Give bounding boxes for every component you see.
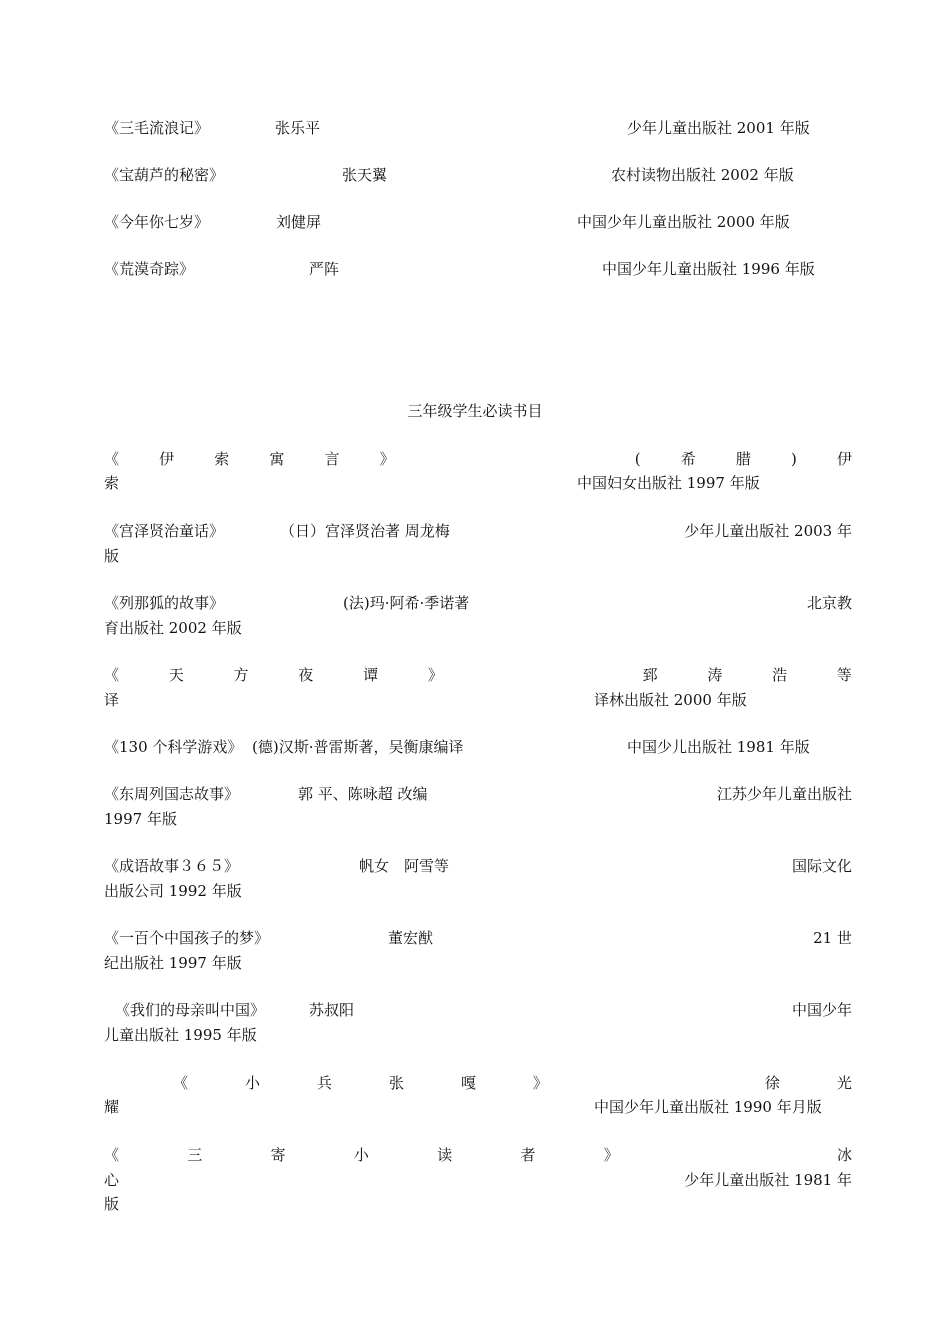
- book-author: 郭 平、陈咏超 改编: [298, 785, 428, 803]
- glyph: ): [790, 450, 797, 468]
- book-publisher: 少年儿童出版社 2001 年版: [627, 119, 810, 137]
- justified-line: [173, 1073, 852, 1093]
- glyph: 浩: [772, 666, 788, 684]
- book-title: 《130 个科学游戏》: [104, 738, 243, 756]
- glyph: 郅: [642, 666, 658, 684]
- book-publisher: 少年儿童出版社 2003 年: [684, 522, 852, 540]
- section-title: 三年级学生必读书目: [407, 402, 543, 420]
- book-author: 张乐平: [275, 119, 321, 137]
- line-continuation: 译: [104, 691, 120, 709]
- book-publisher: 江苏少年儿童出版社: [716, 785, 852, 803]
- book-publisher: 中国少年儿童出版社 1996 年版: [602, 260, 815, 278]
- glyph: 》: [379, 450, 395, 468]
- book-title: 《宫泽贤治童话》: [104, 522, 225, 540]
- line-continuation: 心: [104, 1171, 120, 1189]
- glyph: 寄: [270, 1146, 286, 1164]
- glyph: 者: [520, 1146, 536, 1164]
- book-title: 《成语故事３６５》: [104, 857, 240, 875]
- glyph: 冰: [836, 1146, 852, 1164]
- book-author: (德)汉斯·普雷斯著，吴衡康编译: [252, 738, 464, 756]
- glyph: 徐: [764, 1074, 780, 1092]
- glyph: 》: [532, 1074, 548, 1092]
- glyph: 小: [244, 1074, 260, 1092]
- glyph: 《: [173, 1074, 189, 1092]
- book-publisher-cont: 版: [104, 547, 120, 565]
- book-publisher: 国际文化: [791, 857, 852, 875]
- book-publisher: 译林出版社 2000 年版: [594, 691, 747, 709]
- line-continuation: 耀: [104, 1098, 120, 1116]
- glyph: 言: [324, 450, 340, 468]
- book-author: (法)玛·阿希·季诺著: [343, 594, 470, 612]
- glyph: 索: [214, 450, 230, 468]
- book-title: 《荒漠奇踪》: [104, 260, 195, 278]
- glyph: 张: [388, 1074, 404, 1092]
- glyph: 等: [836, 666, 852, 684]
- glyph: 谭: [363, 666, 379, 684]
- book-author: 刘健屏: [276, 213, 322, 231]
- glyph: 腊: [735, 450, 751, 468]
- glyph: 天: [168, 666, 184, 684]
- book-publisher-cont: 纪出版社 1997 年版: [104, 954, 242, 972]
- book-publisher-cont: 版: [104, 1195, 120, 1213]
- book-publisher: 中国少儿出版社 1981 年版: [627, 738, 810, 756]
- glyph: 伊: [836, 450, 852, 468]
- book-publisher: 中国少年: [791, 1001, 852, 1019]
- glyph: 《: [104, 666, 120, 684]
- glyph: 》: [603, 1146, 619, 1164]
- glyph: 》: [427, 666, 443, 684]
- book-title: 《一百个中国孩子的梦》: [104, 929, 270, 947]
- glyph: 光: [836, 1074, 852, 1092]
- glyph: 希: [680, 450, 696, 468]
- line-continuation: 索: [104, 474, 120, 492]
- book-title: 《列那狐的故事》: [104, 594, 225, 612]
- glyph: 嘎: [460, 1074, 476, 1092]
- book-publisher-cont: 1997 年版: [104, 810, 177, 828]
- book-publisher: 北京教: [806, 594, 852, 612]
- glyph: (: [634, 450, 641, 468]
- glyph: 《: [104, 450, 120, 468]
- book-author: 帆女 阿雪等: [359, 857, 450, 875]
- book-title: 《我们的母亲叫中国》: [115, 1001, 266, 1019]
- justified-line: [104, 449, 852, 469]
- book-publisher-cont: 出版公司 1992 年版: [104, 882, 242, 900]
- book-publisher: 中国少年儿童出版社 1990 年月版: [594, 1098, 822, 1116]
- book-publisher: 农村读物出版社 2002 年版: [611, 166, 794, 184]
- book-publisher-cont: 儿童出版社 1995 年版: [104, 1026, 257, 1044]
- glyph: 伊: [159, 450, 175, 468]
- book-author: 严阵: [309, 260, 340, 278]
- book-author: 张天翼: [342, 166, 388, 184]
- glyph: 兵: [316, 1074, 332, 1092]
- glyph: 方: [233, 666, 249, 684]
- book-author: 苏叔阳: [309, 1001, 355, 1019]
- book-publisher: 少年儿童出版社 1981 年: [684, 1171, 852, 1189]
- justified-line: [104, 665, 852, 685]
- book-publisher: 中国少年儿童出版社 2000 年版: [577, 213, 790, 231]
- book-title: 《三毛流浪记》: [104, 119, 210, 137]
- justified-line: [104, 1145, 852, 1165]
- book-title: 《宝葫芦的秘密》: [104, 166, 225, 184]
- book-title: 《东周列国志故事》: [104, 785, 240, 803]
- glyph: 读: [437, 1146, 453, 1164]
- book-title: 《今年你七岁》: [104, 213, 210, 231]
- glyph: 夜: [298, 666, 314, 684]
- book-publisher: 中国妇女出版社 1997 年版: [577, 474, 760, 492]
- glyph: 涛: [707, 666, 723, 684]
- glyph: 《: [104, 1146, 120, 1164]
- book-author: （日）宫泽贤治著 周龙梅: [280, 522, 450, 540]
- book-author: 董宏猷: [388, 929, 434, 947]
- book-publisher: 21 世: [813, 929, 852, 947]
- book-publisher-cont: 育出版社 2002 年版: [104, 619, 242, 637]
- glyph: 三: [187, 1146, 203, 1164]
- glyph: 小: [353, 1146, 369, 1164]
- glyph: 寓: [269, 450, 285, 468]
